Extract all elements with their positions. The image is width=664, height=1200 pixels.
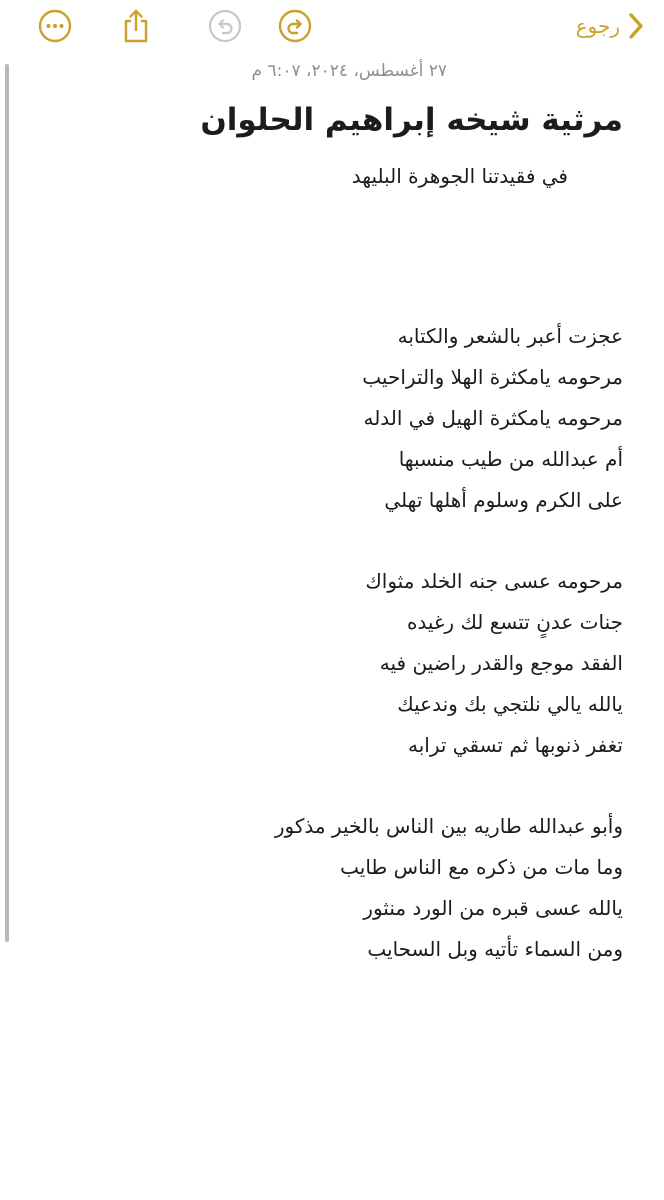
more-options-button[interactable] [37, 8, 73, 44]
verse-line: الفقد موجع والقدر راضين فيه [379, 651, 623, 675]
note-body[interactable] [40, 58, 623, 1010]
poem [40, 316, 623, 970]
verse-line: ومن السماء تأتيه وبل السحايب [367, 937, 623, 961]
stanza-3 [40, 806, 623, 970]
top-toolbar [0, 0, 664, 52]
note-subtitle: في فقيدتنا الجوهرة البليهد [351, 164, 568, 188]
note-date: ٢٧ أغسطس، ٢٠٢٤، ٦:٠٧ م [251, 61, 447, 81]
verse-line: تغفر ذنوبها ثم تسقي ترابه [408, 733, 623, 757]
back-button-label: رجوع [575, 14, 620, 38]
verse-line: جنات عدنٍ تتسع لك رغيده [406, 610, 623, 634]
stanza-2 [40, 561, 623, 766]
redo-button[interactable] [277, 8, 313, 44]
ellipsis-circle-icon [38, 9, 72, 43]
verse-line: يالله عسى قبره من الورد منثور [363, 896, 623, 920]
verse-line: مرحومه يامكثرة الهلا والتراحيب [362, 365, 623, 389]
verse-line: أم عبدالله من طيب منسبها [398, 447, 623, 471]
scroll-indicator[interactable] [5, 64, 9, 942]
verse-line: على الكرم وسلوم أهلها تهلي [384, 488, 623, 512]
undo-button[interactable] [207, 8, 243, 44]
verse-line: يالله يالي نلتجي بك وندعيك [397, 692, 623, 716]
verse-line: مرحومه عسى جنه الخلد مثواك [365, 569, 623, 593]
undo-icon [208, 9, 242, 43]
share-icon [119, 7, 153, 45]
stanza-1 [40, 316, 623, 521]
share-button[interactable] [118, 8, 154, 44]
verse-line: عجزت أعبر بالشعر والكتابه [397, 324, 623, 348]
verse-line: وأبو عبدالله طاريه بين الناس بالخير مذكور [274, 814, 623, 838]
verse-line: وما مات من ذكره مع الناس طايب [340, 855, 623, 879]
chevron-left-icon [628, 12, 644, 40]
verse-line: مرحومه يامكثرة الهيل في الدله [363, 406, 623, 430]
note-title: مرثية شيخه إبراهيم الحلوان [200, 102, 623, 138]
back-button[interactable] [576, 10, 644, 42]
redo-icon [278, 9, 312, 43]
